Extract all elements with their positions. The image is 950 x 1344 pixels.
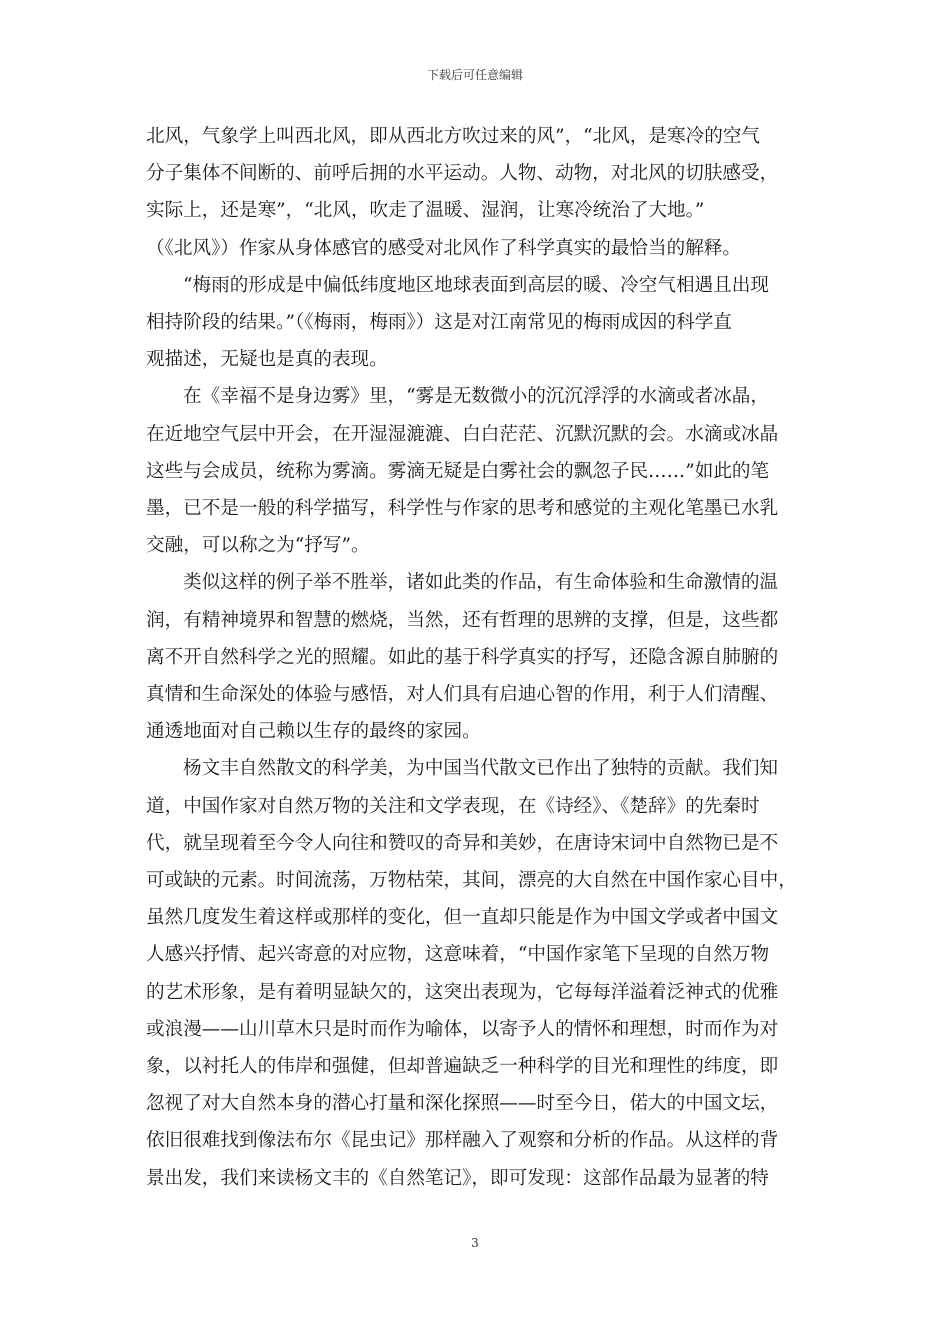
text-line: 润，有精神境界和智慧的燃烧，当然，还有哲理的思辨的支撑，但是，这些都 <box>146 609 779 631</box>
text-line: 代，就呈现着至今令人向往和赞叹的奇异和美妙，在唐诗宋词中自然物已是不 <box>146 832 779 854</box>
text-line: 的艺术形象，是有着明显缺欠的，这突出表现为，它每每洋溢着泛神式的优雅 <box>146 981 779 1003</box>
text-line: 北风，气象学上叫西北风，即从西北方吹过来的风”，“北风，是寒冷的空气 <box>146 126 761 147</box>
text-line: 实际上，还是寒”，“北风，吹走了温暖、湿润，让寒冷统治了大地。” <box>146 200 705 222</box>
text-line: 景出发，我们来读杨文丰的《自然笔记》，即可发现：这部作品最为显著的特 <box>146 1167 769 1189</box>
text-line: 通透地面对自己赖以生存的最终的家园。 <box>146 721 481 743</box>
page-number: 3 <box>471 1236 479 1250</box>
text-line: 或浪漫——山川草木只是时而作为喻体，以寄予人的情怀和理想，时而作为对 <box>146 1018 779 1040</box>
body-text <box>146 118 806 1197</box>
text-line: 在近地空气层中开会，在开湿湿漉漉、白白茫茫、沉默沉默的会。水滴或冰晶 <box>146 423 779 445</box>
text-line: 象，以衬托人的伟岸和强健，但却普遍缺乏一种科学的目光和理性的纬度，即 <box>146 1056 779 1078</box>
text-line: 这些与会成员，统称为雾滴。雾滴无疑是白雾社会的飘忽子民……”如此的笔 <box>146 460 770 482</box>
text-line: 忽视了对大自然本身的潜心打量和深化探照——时至今日，偌大的中国文坛， <box>146 1093 779 1115</box>
paragraph-first-line: “梅雨的形成是中偏低纬度地区地球表面到高层的暖、冷空气相遇且出现 <box>183 274 769 296</box>
text-line: 真情和生命深处的体验与感悟，对人们具有启迪心智的作用，利于人们清醒、 <box>146 684 779 706</box>
text-line: 道，中国作家对自然万物的关注和文学表现，在《诗经》、《楚辞》的先秦时 <box>146 795 760 817</box>
text-line: 虽然几度发生着这样或那样的变化，但一直却只能是作为中国文学或者中国文 <box>146 907 779 929</box>
text-line: （《北风》）作家从身体感官的感受对北风作了科学真实的最恰当的解释。 <box>146 237 741 259</box>
paragraph-first-line: 杨文丰自然散文的科学美，为中国当代散文已作出了独特的贡献。我们知 <box>183 758 779 780</box>
paragraph-first-line: 类似这样的例子举不胜举，诸如此类的作品，有生命体验和生命激情的温 <box>183 572 779 594</box>
text-line: 相持阶段的结果。”（《梅雨，梅雨》）这是对江南常见的梅雨成因的科学直 <box>146 312 732 334</box>
page-header: 下载后可任意编辑 <box>426 68 523 82</box>
text-line: 交融，可以称之为“抒写”。 <box>146 535 370 557</box>
text-line: 依旧很难找到像法布尔《昆虫记》那样融入了观察和分析的作品。从这样的背 <box>146 1130 779 1152</box>
paragraph-first-line: 在《幸福不是身边雾》里，“雾是无数微小的沉沉浮浮的水滴或者冰晶， <box>183 386 769 408</box>
text-line: 离不开自然科学之光的照耀。如此的基于科学真实的抒写，还隐含源自肺腑的 <box>146 646 779 668</box>
text-line: 人感兴抒情、起兴寄意的对应物，这意味着，“中国作家笔下呈现的自然万物 <box>146 944 770 966</box>
text-line: 观描述，无疑也是真的表现。 <box>146 349 388 371</box>
text-line: 分子集体不间断的、前呼后拥的水平运动。人物、动物，对北风的切肤感受， <box>146 163 779 185</box>
text-line: 可或缺的元素。时间流荡，万物枯荣，其间，漂亮的大自然在中国作家心目中， <box>146 870 797 892</box>
text-line: 墨，已不是一般的科学描写，科学性与作家的思考和感觉的主观化笔墨已水乳 <box>146 498 779 520</box>
